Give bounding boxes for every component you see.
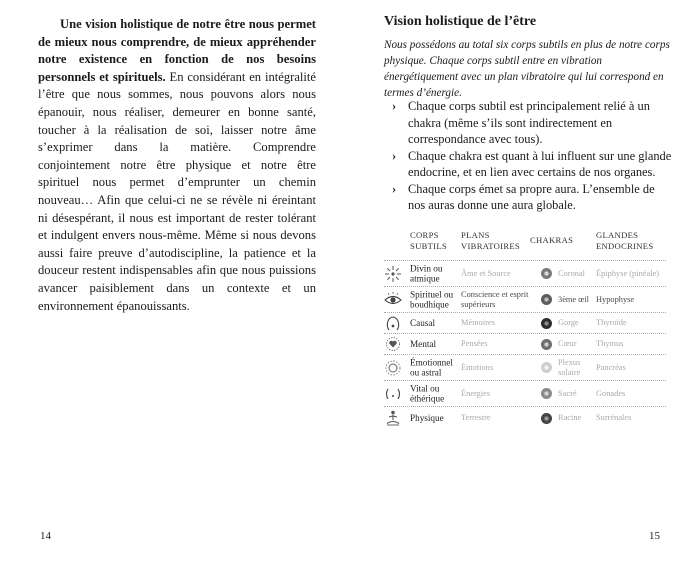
gland-label: Gonades bbox=[596, 388, 626, 398]
corps-label: Divin ou atmique bbox=[410, 263, 443, 284]
corps-label: Causal bbox=[410, 317, 436, 328]
bullet-text: Chaque chakra est quant à lui influent sur une glande endocrine, et en lien avec certains de nos organes. bbox=[408, 148, 672, 179]
gland-label: Hypophyse bbox=[596, 294, 635, 304]
plan-label: Énergies bbox=[461, 388, 491, 398]
plan-label: Mémoires bbox=[461, 318, 495, 327]
bullet-chevron-icon: › bbox=[392, 181, 397, 196]
chakra-dot bbox=[541, 318, 552, 329]
table-row bbox=[384, 380, 666, 406]
corps-label: Émotionnel ou astral bbox=[410, 357, 453, 378]
plan-label: Âme et Source bbox=[461, 268, 511, 278]
page-number-left: 14 bbox=[40, 530, 51, 542]
table-row bbox=[384, 354, 666, 380]
chakra-label: Racine bbox=[558, 413, 582, 422]
corps-label: Spirituel ou boudhique bbox=[410, 289, 454, 310]
solar-plexus-icon bbox=[384, 359, 402, 377]
table-row bbox=[384, 260, 666, 286]
right-page bbox=[350, 0, 700, 566]
chakra-label: Plexus solaire bbox=[558, 357, 581, 377]
page-number-right: 15 bbox=[649, 530, 660, 542]
plan-label: Émotions bbox=[461, 362, 494, 372]
heart-icon bbox=[384, 335, 402, 353]
sacral-icon bbox=[384, 385, 402, 403]
chakra-dot bbox=[541, 339, 552, 350]
chakra-dot bbox=[541, 388, 552, 399]
chakra-dot bbox=[541, 413, 552, 424]
chakra-label: Cœur bbox=[558, 339, 577, 348]
plan-label: Terrestre bbox=[461, 413, 491, 422]
chakra-label: Sacré bbox=[558, 388, 577, 398]
table-row bbox=[384, 333, 666, 354]
bullet-chevron-icon: › bbox=[392, 148, 397, 163]
root-figure-icon bbox=[384, 409, 402, 427]
intro-text: Nous possédons au total six corps subtils en plus de notre corps physique. Chaque corps subtil entre en vibration énergétiquement avec un plan vibratoire qui lui correspond en termes d’énergie. bbox=[384, 39, 670, 99]
bullet-item bbox=[392, 148, 674, 181]
bullet-text: Chaque corps émet sa propre aura. L’ensemble de nos auras donne une aura globale. bbox=[408, 181, 655, 212]
chakra-label: 3ème œil bbox=[558, 294, 589, 304]
chakra-dot bbox=[541, 294, 552, 305]
bullet-list bbox=[392, 98, 674, 214]
header-glandes-endocrines: GLANDES ENDOCRINES bbox=[596, 230, 654, 251]
left-paragraph-text: En considérant en intégralité l’être que nous sommes, nous pouvons alors nous épanouir, nous réaliser, demeurer en bonne santé, toucher à la réalisation de soi, laisser notre âme s’exprimer dans la matière. Comprendre conjointement notre être physique et notre être spirituel nous permet d’emprunter un chemin nouveau… Afin que celui-ci ne se révèle ni éreintant ni désespérant, il nous est important de rester tolérant et indulgent envers nous-même. Même si nous devons aussi faire preuve d’autodiscipline, la patience et la douceur restent indispensables afin que nous puissions avancer paisiblement dans un contexte et un environnement épanouissants. bbox=[38, 69, 316, 313]
corps-label: Physique bbox=[410, 412, 444, 423]
chakra-label: Coronal bbox=[558, 268, 585, 278]
section-title: Vision holistique de l’être bbox=[384, 14, 537, 29]
gland-label: Pancréas bbox=[596, 362, 626, 372]
chakra-dot bbox=[541, 362, 552, 373]
header-plans-vibratoires: PLANS VIBRATOIRES bbox=[461, 230, 521, 251]
table-row bbox=[384, 312, 666, 333]
left-paragraph bbox=[38, 16, 316, 315]
bullet-text: Chaque corps subtil est principalement relié à un chakra (même s’ils sont indirectement en correspondance avec tous). bbox=[408, 99, 650, 146]
gland-label: Surrénales bbox=[596, 413, 632, 422]
chakra-dot bbox=[541, 268, 552, 279]
gland-label: Thyroïde bbox=[596, 318, 627, 327]
gland-label: Épiphyse (pinéale) bbox=[596, 268, 660, 278]
left-body-text bbox=[38, 16, 316, 315]
table-header bbox=[384, 230, 666, 260]
corps-label: Mental bbox=[410, 338, 437, 349]
header-chakras: CHAKRAS bbox=[530, 235, 574, 245]
sunburst-icon bbox=[384, 265, 402, 283]
eye-icon bbox=[384, 291, 402, 309]
bullet-item bbox=[392, 181, 674, 214]
plan-label: Pensées bbox=[461, 339, 488, 348]
table-row bbox=[384, 406, 666, 429]
plan-label: Conscience et esprit supérieurs bbox=[461, 289, 529, 309]
throat-icon bbox=[384, 314, 402, 332]
left-bold-lead: Une vision holistique de notre être nous permet de mieux nous comprendre, de mieux appréhender notre existence en fonction de nos besoins personnels et spirituels. bbox=[38, 17, 316, 84]
table-row bbox=[384, 286, 666, 312]
corps-label: Vital ou éthérique bbox=[410, 383, 445, 404]
chakra-label: Gorge bbox=[558, 318, 579, 327]
gland-label: Thymus bbox=[596, 339, 624, 348]
correspondence-table bbox=[384, 230, 666, 429]
bullet-chevron-icon: › bbox=[392, 99, 397, 113]
header-corps-subtils: CORPS SUBTILS bbox=[410, 230, 447, 251]
bullet-item bbox=[392, 98, 674, 148]
